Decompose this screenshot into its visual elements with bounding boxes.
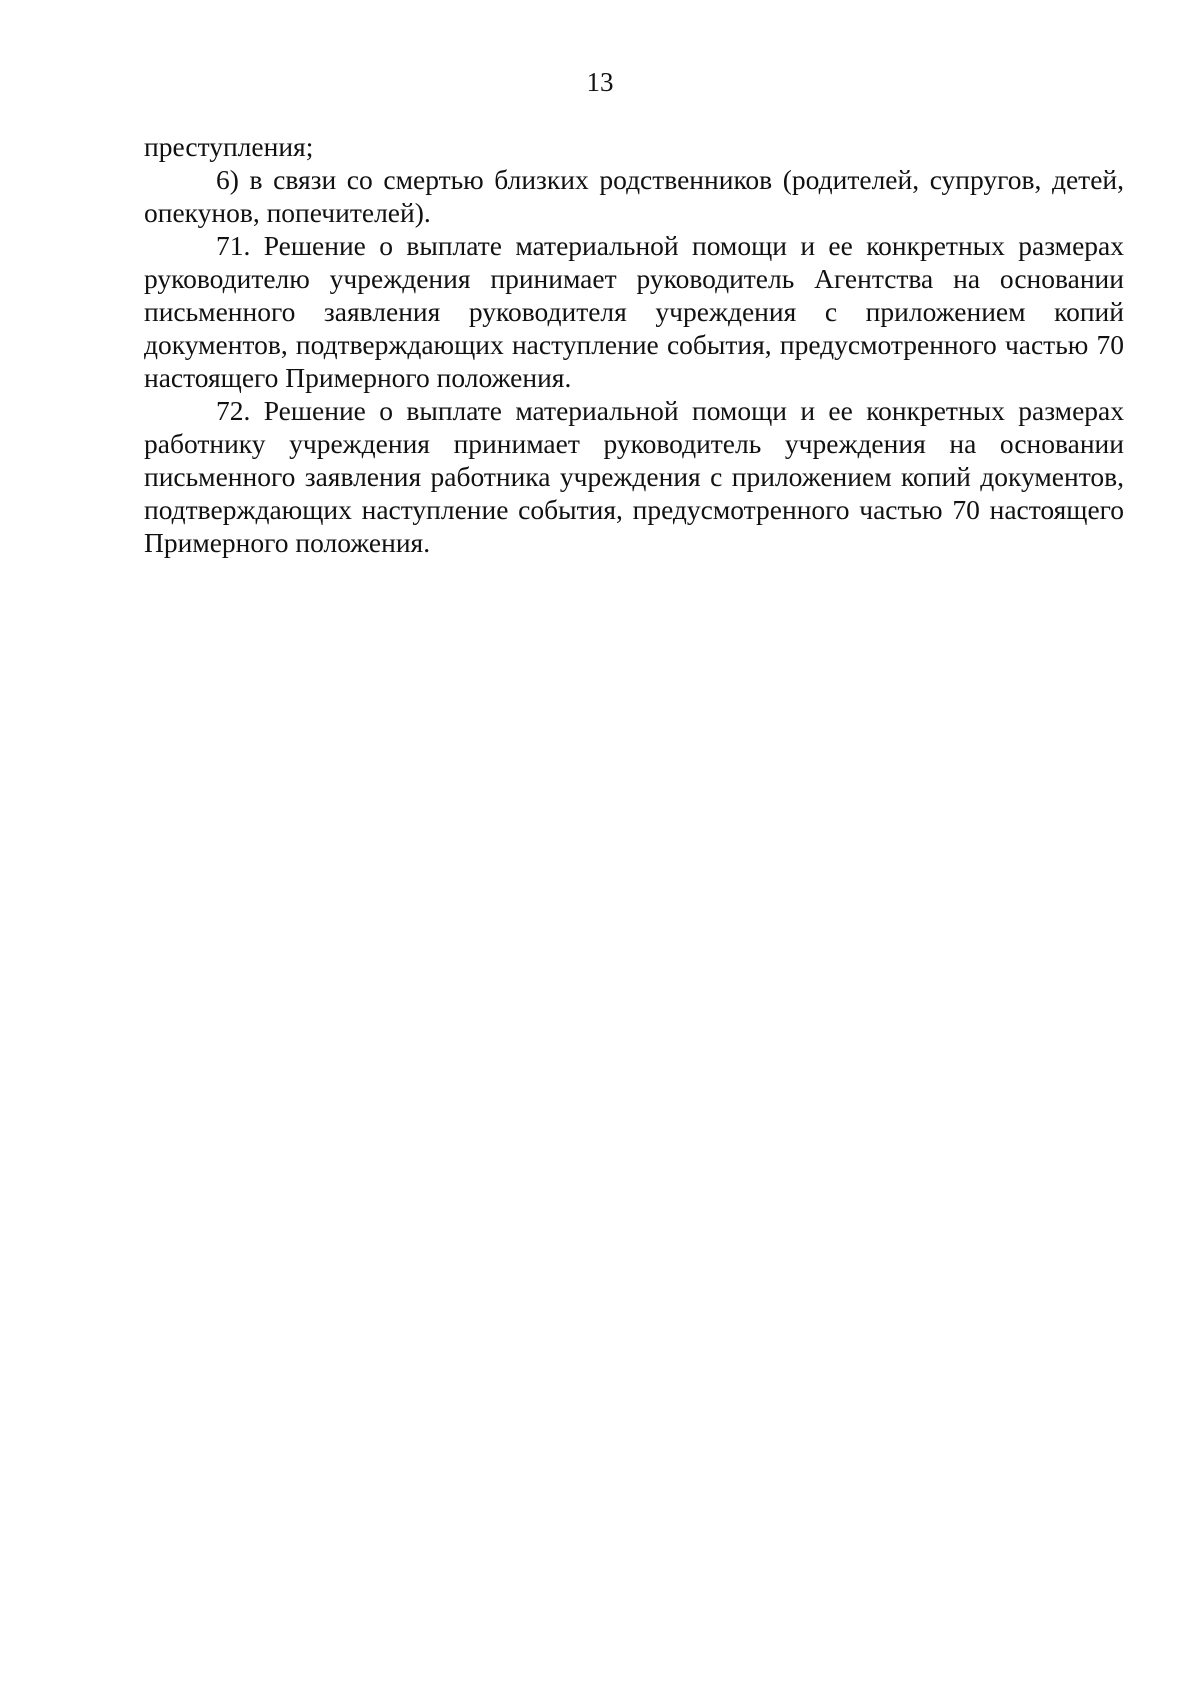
paragraph-continuation: преступления; (144, 131, 314, 162)
page-number: 13 (586, 67, 614, 97)
paragraph-item-6: 6) в связи со смертью близких родственников (родителей, супругов, детей, опекунов, попечителей). (144, 164, 1124, 228)
paragraph-72: 72. Решение о выплате материальной помощи и ее конкретных размерах работнику учреждения принимает руководитель учреждения на основании письменного заявления работника учреждения с приложением копий документов, подтверждающих наступление события, предусмотренного частью 70 настоящего Примерного положения. (144, 395, 1124, 558)
paragraph-71: 71. Решение о выплате материальной помощи и ее конкретных размерах руководителю учреждения принимает руководитель Агентства на основании письменного заявления руководителя учреждения с приложением копий документов, подтверждающих наступление события, предусмотренного частью 70 настоящего Примерного положения. (144, 230, 1124, 393)
document-body (144, 130, 1124, 559)
